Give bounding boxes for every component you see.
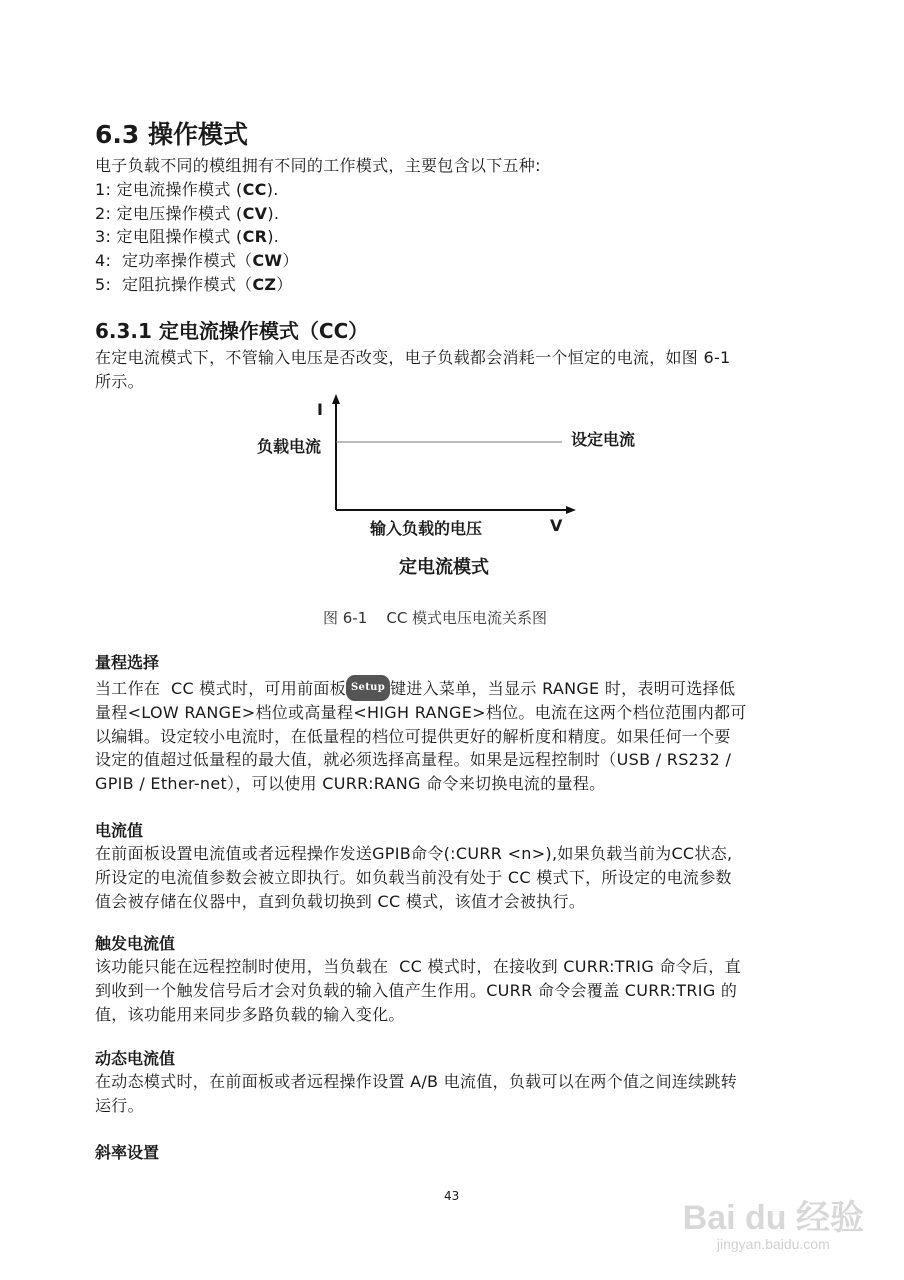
paragraph-line: 该功能只能在远程控制时使用，当负载在 CC 模式时，在接收到 CURR:TRIG 命令后，直 bbox=[95, 957, 741, 976]
current-heading: 电流值 bbox=[95, 821, 144, 840]
mode-text: ). bbox=[266, 179, 279, 199]
mode-code: CZ bbox=[252, 274, 277, 294]
subsection-title: 6.3.1 定电流操作模式（CC） bbox=[95, 319, 369, 343]
section-intro-block bbox=[95, 154, 541, 297]
mode-text: 5: 定阻抗操作模式（ bbox=[95, 274, 253, 294]
load-current-label: 负载电流 bbox=[257, 437, 322, 456]
mode-item bbox=[95, 202, 541, 226]
mode-list bbox=[95, 178, 541, 297]
y-axis-label: I bbox=[317, 400, 323, 419]
paragraph-text: 当工作在 CC 模式时，可用前面板 bbox=[95, 679, 347, 698]
mode-text: ). bbox=[267, 227, 280, 247]
current-section bbox=[95, 820, 732, 913]
mode-item bbox=[95, 249, 541, 273]
mode-code: CW bbox=[252, 251, 283, 271]
mode-text: 3: 定电阻操作模式 ( bbox=[95, 227, 243, 247]
figure-caption: 图 6-1 CC 模式电压电流关系图 bbox=[323, 609, 548, 627]
paragraph-text: 键进入菜单，当显示 RANGE 时，表明可选择低 bbox=[389, 679, 736, 698]
mode-text: 4: 定功率操作模式（ bbox=[95, 251, 253, 271]
page-number: 43 bbox=[444, 1189, 460, 1203]
slope-heading: 斜率设置 bbox=[95, 1143, 160, 1162]
paragraph-line: 在定电流模式下，不管输入电压是否改变，电子负载都会消耗一个恒定的电流，如图 6-1 bbox=[95, 348, 731, 367]
range-section bbox=[95, 652, 747, 796]
range-heading: 量程选择 bbox=[95, 653, 160, 672]
paragraph-line: 设定的值超过低量程的最大值，就必须选择高量程。如果是远程控制时（USB / RS232 / bbox=[95, 750, 732, 770]
trigger-section bbox=[95, 933, 741, 1026]
paragraph-line: 以编辑。设定较小电流时，在低量程的档位可提供更好的解析度和精度。如果任何一个要 bbox=[95, 726, 731, 746]
mode-text: 2: 定电压操作模式 ( bbox=[95, 203, 243, 223]
mode-item bbox=[95, 225, 541, 249]
x-axis-label: V bbox=[550, 516, 563, 535]
paragraph-line: 量程<LOW RANGE>档位或高量程<HIGH RANGE>档位。电流在这两个档位范围内都可 bbox=[95, 702, 747, 722]
watermark-logo: Bai du 经验 bbox=[682, 1199, 864, 1237]
mode-text: ). bbox=[267, 203, 280, 223]
diagram-title: 定电流模式 bbox=[399, 557, 489, 578]
paragraph-line: 所示。 bbox=[95, 371, 144, 391]
set-current-label: 设定电流 bbox=[571, 430, 636, 449]
mode-text: ） bbox=[282, 251, 299, 271]
mode-code: CV bbox=[242, 203, 268, 223]
paragraph-line: 运行。 bbox=[95, 1095, 144, 1115]
x-axis-description: 输入负载的电压 bbox=[370, 519, 483, 538]
paragraph-line: 所设定的电流值参数会被立即执行。如负载当前没有处于 CC 模式下，所设定的电流参数 bbox=[95, 867, 732, 887]
mode-code: CR bbox=[242, 227, 268, 247]
mode-text: 1: 定电流操作模式 ( bbox=[95, 179, 243, 199]
dynamic-heading: 动态电流值 bbox=[95, 1049, 176, 1068]
paragraph-line: 到收到一个触发信号后才会对负载的输入值产生作用。CURR 命令会覆盖 CURR:TRIG 的 bbox=[95, 980, 738, 1000]
paragraph-line: 在动态模式时，在前面板或者远程操作设置 A/B 电流值，负载可以在两个值之间连续跳转 bbox=[95, 1072, 738, 1091]
watermark-url: jingyan.baidu.com bbox=[716, 1236, 830, 1252]
paragraph-line: 在前面板设置电流值或者远程操作发送GPIB命令(:CURR <n>),如果负载当前为CC状态, bbox=[95, 844, 733, 863]
section-title: 6.3 操作模式 bbox=[95, 120, 248, 149]
mode-item bbox=[95, 273, 541, 297]
section-intro: 电子负载不同的模组拥有不同的工作模式，主要包含以下五种: bbox=[95, 156, 541, 175]
subsection-paragraph bbox=[95, 346, 731, 394]
y-axis-arrow bbox=[332, 394, 340, 404]
trigger-heading: 触发电流值 bbox=[95, 934, 176, 953]
paragraph-line: GPIB / Ether-net），可以使用 CURR:RANG 命令来切换电流的量程。 bbox=[95, 774, 606, 794]
mode-item bbox=[95, 178, 541, 202]
dynamic-section bbox=[95, 1048, 737, 1118]
baidu-watermark bbox=[683, 1200, 864, 1252]
x-axis-arrow bbox=[566, 506, 576, 514]
paragraph-line: 值，该功能用来同步多路负载的输入变化。 bbox=[95, 1004, 405, 1024]
paragraph-line: 值会被存储在仪器中，直到负载切换到 CC 模式，该值才会被执行。 bbox=[95, 891, 586, 911]
setup-key-icon: Setup bbox=[346, 675, 390, 701]
mode-text: ） bbox=[276, 274, 293, 294]
mode-code: CC bbox=[242, 179, 267, 199]
